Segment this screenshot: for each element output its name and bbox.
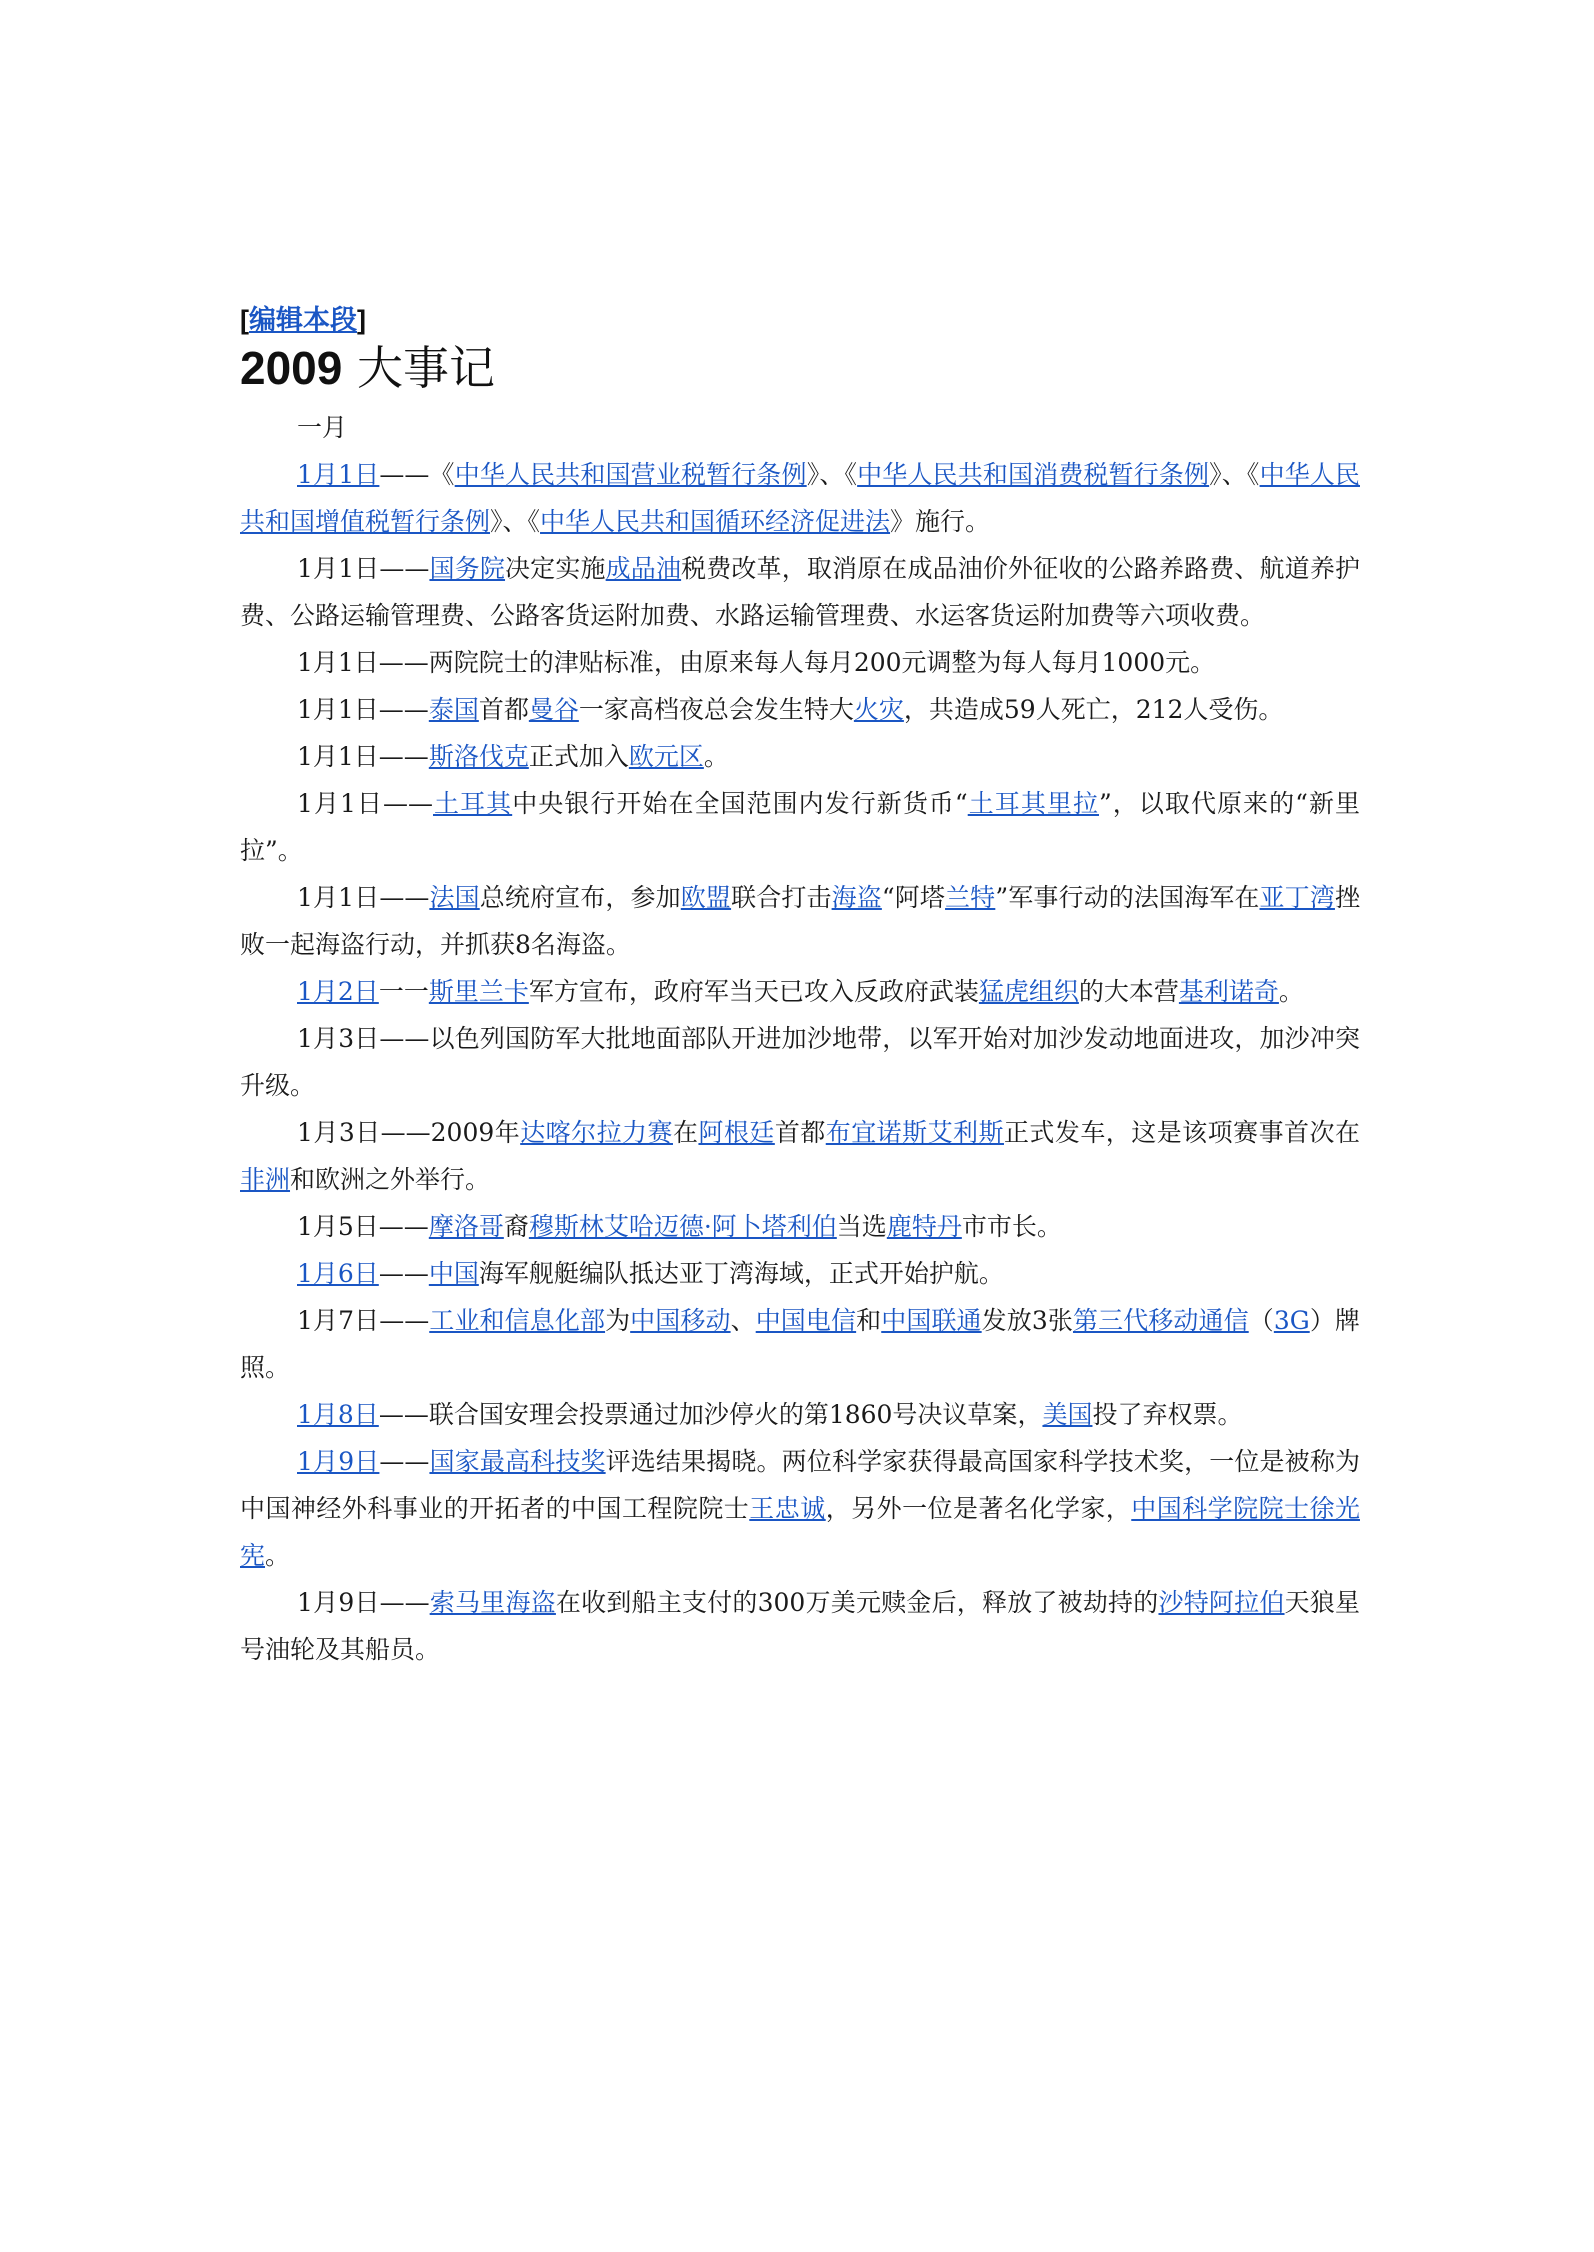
entry-text: 。 xyxy=(703,742,729,771)
entry-text: —— xyxy=(378,1259,429,1288)
entry-link[interactable]: 基利诺奇 xyxy=(1178,977,1279,1006)
entry-link[interactable]: 非洲 xyxy=(240,1165,291,1194)
entry-link[interactable]: 穆斯林艾哈迈德·阿卜塔利伯 xyxy=(528,1212,837,1241)
entry-link[interactable]: 成品油 xyxy=(605,554,682,583)
entry-text: “阿塔 xyxy=(881,883,946,912)
page-title xyxy=(240,337,495,399)
entry-text: 1月1日—— xyxy=(297,554,430,583)
entry-link[interactable]: 中华人民共和国增值税暂行条例 xyxy=(240,460,1360,536)
entry-link[interactable]: 中国科学院院士徐光宪 xyxy=(240,1494,1360,1570)
entry-text: 为 xyxy=(605,1306,631,1335)
event-entry xyxy=(240,1015,1360,1109)
entry-link[interactable]: 1月1日 xyxy=(297,460,380,489)
entry-link[interactable]: 中国移动 xyxy=(630,1306,731,1335)
entry-link[interactable]: 土耳其 xyxy=(433,789,513,818)
entry-text: 总统府宣布，参加 xyxy=(479,883,681,912)
entry-link[interactable]: 鹿特丹 xyxy=(886,1212,962,1241)
entry-text: 在收到船主支付的300万美元赎金后，释放了被劫持的 xyxy=(555,1588,1159,1617)
entry-text: 的大本营 xyxy=(1078,977,1179,1006)
month-heading: 一月 xyxy=(297,413,348,442)
entry-link[interactable]: 达喀尔拉力赛 xyxy=(520,1118,673,1147)
entry-text: 评选结果揭晓。两位科学家获得最高国家科学技术奖，一位是被称为中国神经外科事业的开拓者的中国工程院院士 xyxy=(240,1447,1360,1523)
entry-text: 一家高档夜总会发生特大 xyxy=(578,695,854,724)
entry-link[interactable]: 兰特 xyxy=(945,883,996,912)
entry-text: 。 xyxy=(265,1541,291,1570)
entry-link[interactable]: 亚丁湾 xyxy=(1259,883,1335,912)
entry-text: 当选 xyxy=(836,1212,887,1241)
entry-text: 1月1日—— xyxy=(297,883,430,912)
event-entry xyxy=(240,1297,1360,1391)
entry-text: 联合打击 xyxy=(731,883,832,912)
entry-text: ——《 xyxy=(379,460,455,489)
entry-link[interactable]: 中华人民共和国消费税暂行条例 xyxy=(857,460,1210,489)
entry-text: ”军事行动的法国海军在 xyxy=(995,883,1260,912)
entry-link[interactable]: 中国联通 xyxy=(881,1306,982,1335)
entry-text: 和 xyxy=(856,1306,882,1335)
entry-link[interactable]: 中华人民共和国营业税暂行条例 xyxy=(454,460,807,489)
event-entry xyxy=(240,1250,1360,1297)
entry-text: 1月3日——以色列国防军大批地面部队开进加沙地带，以军开始对加沙发动地面进攻，加沙冲突升级。 xyxy=(240,1024,1360,1100)
entry-link[interactable]: 1月2日 xyxy=(297,977,379,1006)
entry-text: —— xyxy=(379,1447,430,1476)
entry-text: 投了弃权票。 xyxy=(1092,1400,1243,1429)
title-year: 2009 xyxy=(240,342,343,394)
entry-text: （ xyxy=(1248,1306,1274,1335)
event-entry xyxy=(240,1391,1360,1438)
entry-link[interactable]: 猛虎组织 xyxy=(978,977,1079,1006)
entry-text: 军方宣布，政府军当天已攻入反政府武装 xyxy=(528,977,979,1006)
entry-text: ”，以取代原来的“新里拉”。 xyxy=(240,789,1360,865)
entry-link[interactable]: 国家最高科技奖 xyxy=(429,1447,606,1476)
edit-section-line xyxy=(240,300,366,340)
event-entry xyxy=(240,1438,1360,1579)
entry-text: 1月9日—— xyxy=(297,1588,430,1617)
entry-text: 税费改革，取消原在成品油价外征收的公路养路费、航道养护费、公路运输管理费、公路客货运附加费、水路运输管理费、水运客货运附加费等六项收费。 xyxy=(240,554,1360,630)
entry-text: ——联合国安理会投票通过加沙停火的第1860号决议草案， xyxy=(378,1400,1043,1429)
article-body xyxy=(240,404,1360,1673)
entry-text: 裔 xyxy=(503,1212,529,1241)
entry-link[interactable]: 3G xyxy=(1273,1306,1310,1335)
entry-link[interactable]: 火灾 xyxy=(853,695,904,724)
entry-link[interactable]: 摩洛哥 xyxy=(428,1212,504,1241)
entry-link[interactable]: 斯洛伐克 xyxy=(428,742,529,771)
bracket-close: ] xyxy=(357,305,366,335)
event-entry xyxy=(240,874,1360,968)
entry-text: 挫败一起海盗行动，并抓获8名海盗。 xyxy=(240,883,1360,959)
event-entry xyxy=(240,1579,1360,1673)
entry-link[interactable]: 第三代移动通信 xyxy=(1072,1306,1249,1335)
entry-text: 决定实施 xyxy=(505,554,606,583)
entry-link[interactable]: 曼谷 xyxy=(528,695,579,724)
event-entry xyxy=(240,1109,1360,1203)
edit-section-link[interactable]: 编辑本段 xyxy=(249,305,357,335)
entry-text: 1月5日—— xyxy=(297,1212,429,1241)
entry-text: 》施行。 xyxy=(890,507,991,536)
event-entry xyxy=(240,545,1360,639)
event-entry xyxy=(240,733,1360,780)
entry-text: 首都 xyxy=(478,695,529,724)
entry-link[interactable]: 中国 xyxy=(428,1259,479,1288)
entry-text: 天狼星号油轮及其船员。 xyxy=(240,1588,1360,1664)
entry-text: 和欧洲之外举行。 xyxy=(290,1165,491,1194)
entry-link[interactable]: 中华人民共和国循环经济促进法 xyxy=(540,507,891,536)
entry-link[interactable]: 泰国 xyxy=(428,695,479,724)
entry-text: 发放3张 xyxy=(981,1306,1073,1335)
entry-link[interactable]: 1月9日 xyxy=(297,1447,380,1476)
event-entry xyxy=(240,780,1360,874)
entry-link[interactable]: 工业和信息化部 xyxy=(429,1306,606,1335)
event-entry xyxy=(240,686,1360,733)
entry-link[interactable]: 法国 xyxy=(429,883,480,912)
entry-text: 、 xyxy=(730,1306,756,1335)
entry-text: 1月1日—— xyxy=(297,742,429,771)
entry-link[interactable]: 王忠诚 xyxy=(749,1494,826,1523)
entry-text: 在 xyxy=(672,1118,699,1147)
entry-link[interactable]: 海盗 xyxy=(831,883,882,912)
entry-text: 正式发车，这是该项赛事首次在 xyxy=(1003,1118,1360,1147)
entry-link[interactable]: 中国电信 xyxy=(755,1306,857,1335)
entry-text: 正式加入 xyxy=(528,742,629,771)
entry-link[interactable]: 欧盟 xyxy=(680,883,732,912)
entry-link[interactable]: 1月6日 xyxy=(297,1259,379,1288)
title-text: 大事记 xyxy=(356,341,495,395)
entry-text: 首都 xyxy=(774,1118,826,1147)
event-entry xyxy=(240,639,1360,686)
entry-text: ，共造成59人死亡，212人受伤。 xyxy=(903,695,1284,724)
entry-link[interactable]: 美国 xyxy=(1042,1400,1093,1429)
entry-text: 1月1日——两院院士的津贴标准，由原来每人每月200元调整为每人每月1000元。 xyxy=(297,648,1216,677)
entry-link[interactable]: 索马里海盗 xyxy=(429,1588,556,1617)
event-list xyxy=(240,451,1360,1673)
entry-link[interactable]: 阿根廷 xyxy=(698,1118,775,1147)
entry-link[interactable]: 布宜诺斯艾利斯 xyxy=(825,1118,1004,1147)
entry-link[interactable]: 国务院 xyxy=(429,554,506,583)
entry-text: 1月1日—— xyxy=(297,695,429,724)
event-entry xyxy=(240,968,1360,1015)
entry-link[interactable]: 欧元区 xyxy=(628,742,704,771)
entry-link[interactable]: 1月8日 xyxy=(297,1400,379,1429)
entry-text: 中央银行开始在全国范围内发行新货币“ xyxy=(512,789,968,818)
entry-text: 》、《 xyxy=(806,460,858,489)
entry-text: 1月1日—— xyxy=(297,789,433,818)
entry-text: 海军舰艇编队抵达亚丁湾海域，正式开始护航。 xyxy=(478,1259,1004,1288)
entry-text: ）牌照。 xyxy=(240,1306,1360,1382)
entry-text: 。 xyxy=(1278,977,1304,1006)
entry-link[interactable]: 沙特阿拉伯 xyxy=(1158,1588,1285,1617)
bracket-open: [ xyxy=(240,305,249,335)
event-entry xyxy=(240,1203,1360,1250)
entry-text: 》、《 xyxy=(490,507,541,536)
entry-link[interactable]: 斯里兰卡 xyxy=(428,977,529,1006)
entry-text: 1月7日—— xyxy=(297,1306,430,1335)
entry-text: 市市长。 xyxy=(961,1212,1062,1241)
entry-text: 1月3日——2009年 xyxy=(297,1118,521,1147)
entry-text: ，另外一位是著名化学家， xyxy=(825,1494,1132,1523)
entry-text: 》、《 xyxy=(1209,460,1260,489)
entry-link[interactable]: 土耳其里拉 xyxy=(967,789,1099,818)
event-entry xyxy=(240,451,1360,545)
entry-text: 一一 xyxy=(378,977,429,1006)
